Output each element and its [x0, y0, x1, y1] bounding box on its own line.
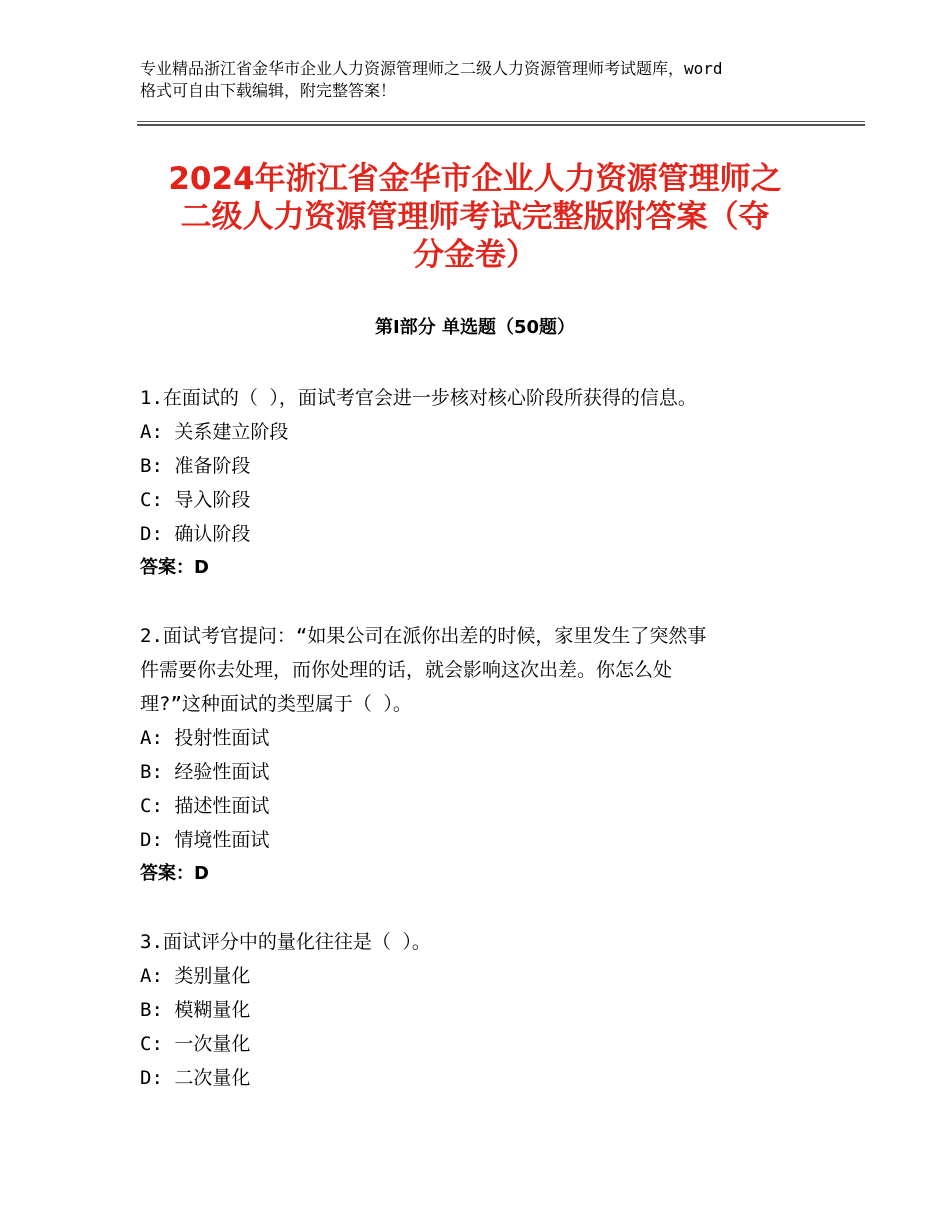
option-b: B: 经验性面试 — [140, 761, 270, 783]
option-a: A: 关系建立阶段 — [140, 421, 289, 443]
question-list — [140, 381, 805, 1129]
document-title-line-2: 二级人力资源管理师考试完整版附答案（夺 — [180, 199, 770, 235]
answer: 答案：D — [140, 557, 209, 578]
option-b: B: 模糊量化 — [140, 999, 251, 1021]
question-1 — [140, 381, 805, 585]
answer: 答案：D — [140, 863, 209, 884]
document-title — [130, 160, 820, 274]
header-note-line-1: 专业精品浙江省金华市企业人力资源管理师之二级人力资源管理师考试题库，word — [140, 59, 723, 78]
question-stem: 1.在面试的（ ），面试考官会进一步核对核心阶段所获得的信息。 — [140, 387, 697, 409]
question-stem-line-3: 理?”这种面试的类型属于（ ）。 — [140, 693, 412, 715]
option-c: C: 描述性面试 — [140, 795, 270, 817]
document-title-line-1: 2024年浙江省金华市企业人力资源管理师之 — [168, 161, 782, 197]
question-stem: 3.面试评分中的量化往往是（ ）。 — [140, 931, 431, 953]
option-c: C: 导入阶段 — [140, 489, 251, 511]
header-note-line-2: 格式可自由下载编辑，附完整答案！ — [140, 81, 397, 100]
header-divider — [137, 121, 865, 126]
option-a: A: 类别量化 — [140, 965, 251, 987]
option-d: D: 二次量化 — [140, 1067, 251, 1089]
option-b: B: 准备阶段 — [140, 455, 251, 477]
option-a: A: 投射性面试 — [140, 727, 270, 749]
question-stem-line-2: 件需要你去处理，而你处理的话，就会影响这次出差。你怎么处 — [140, 659, 673, 681]
section-heading: 第I部分 单选题（50题） — [374, 317, 575, 338]
question-stem-line-1: 2.面试考官提问：“如果公司在派你出差的时候，家里发生了突然事 — [140, 625, 707, 647]
option-c: C: 一次量化 — [140, 1033, 251, 1055]
option-d: D: 确认阶段 — [140, 523, 251, 545]
question-3 — [140, 925, 805, 1095]
option-d: D: 情境性面试 — [140, 829, 270, 851]
header-note — [140, 58, 830, 102]
question-2 — [140, 619, 805, 891]
document-title-line-3: 分金卷） — [413, 237, 537, 273]
